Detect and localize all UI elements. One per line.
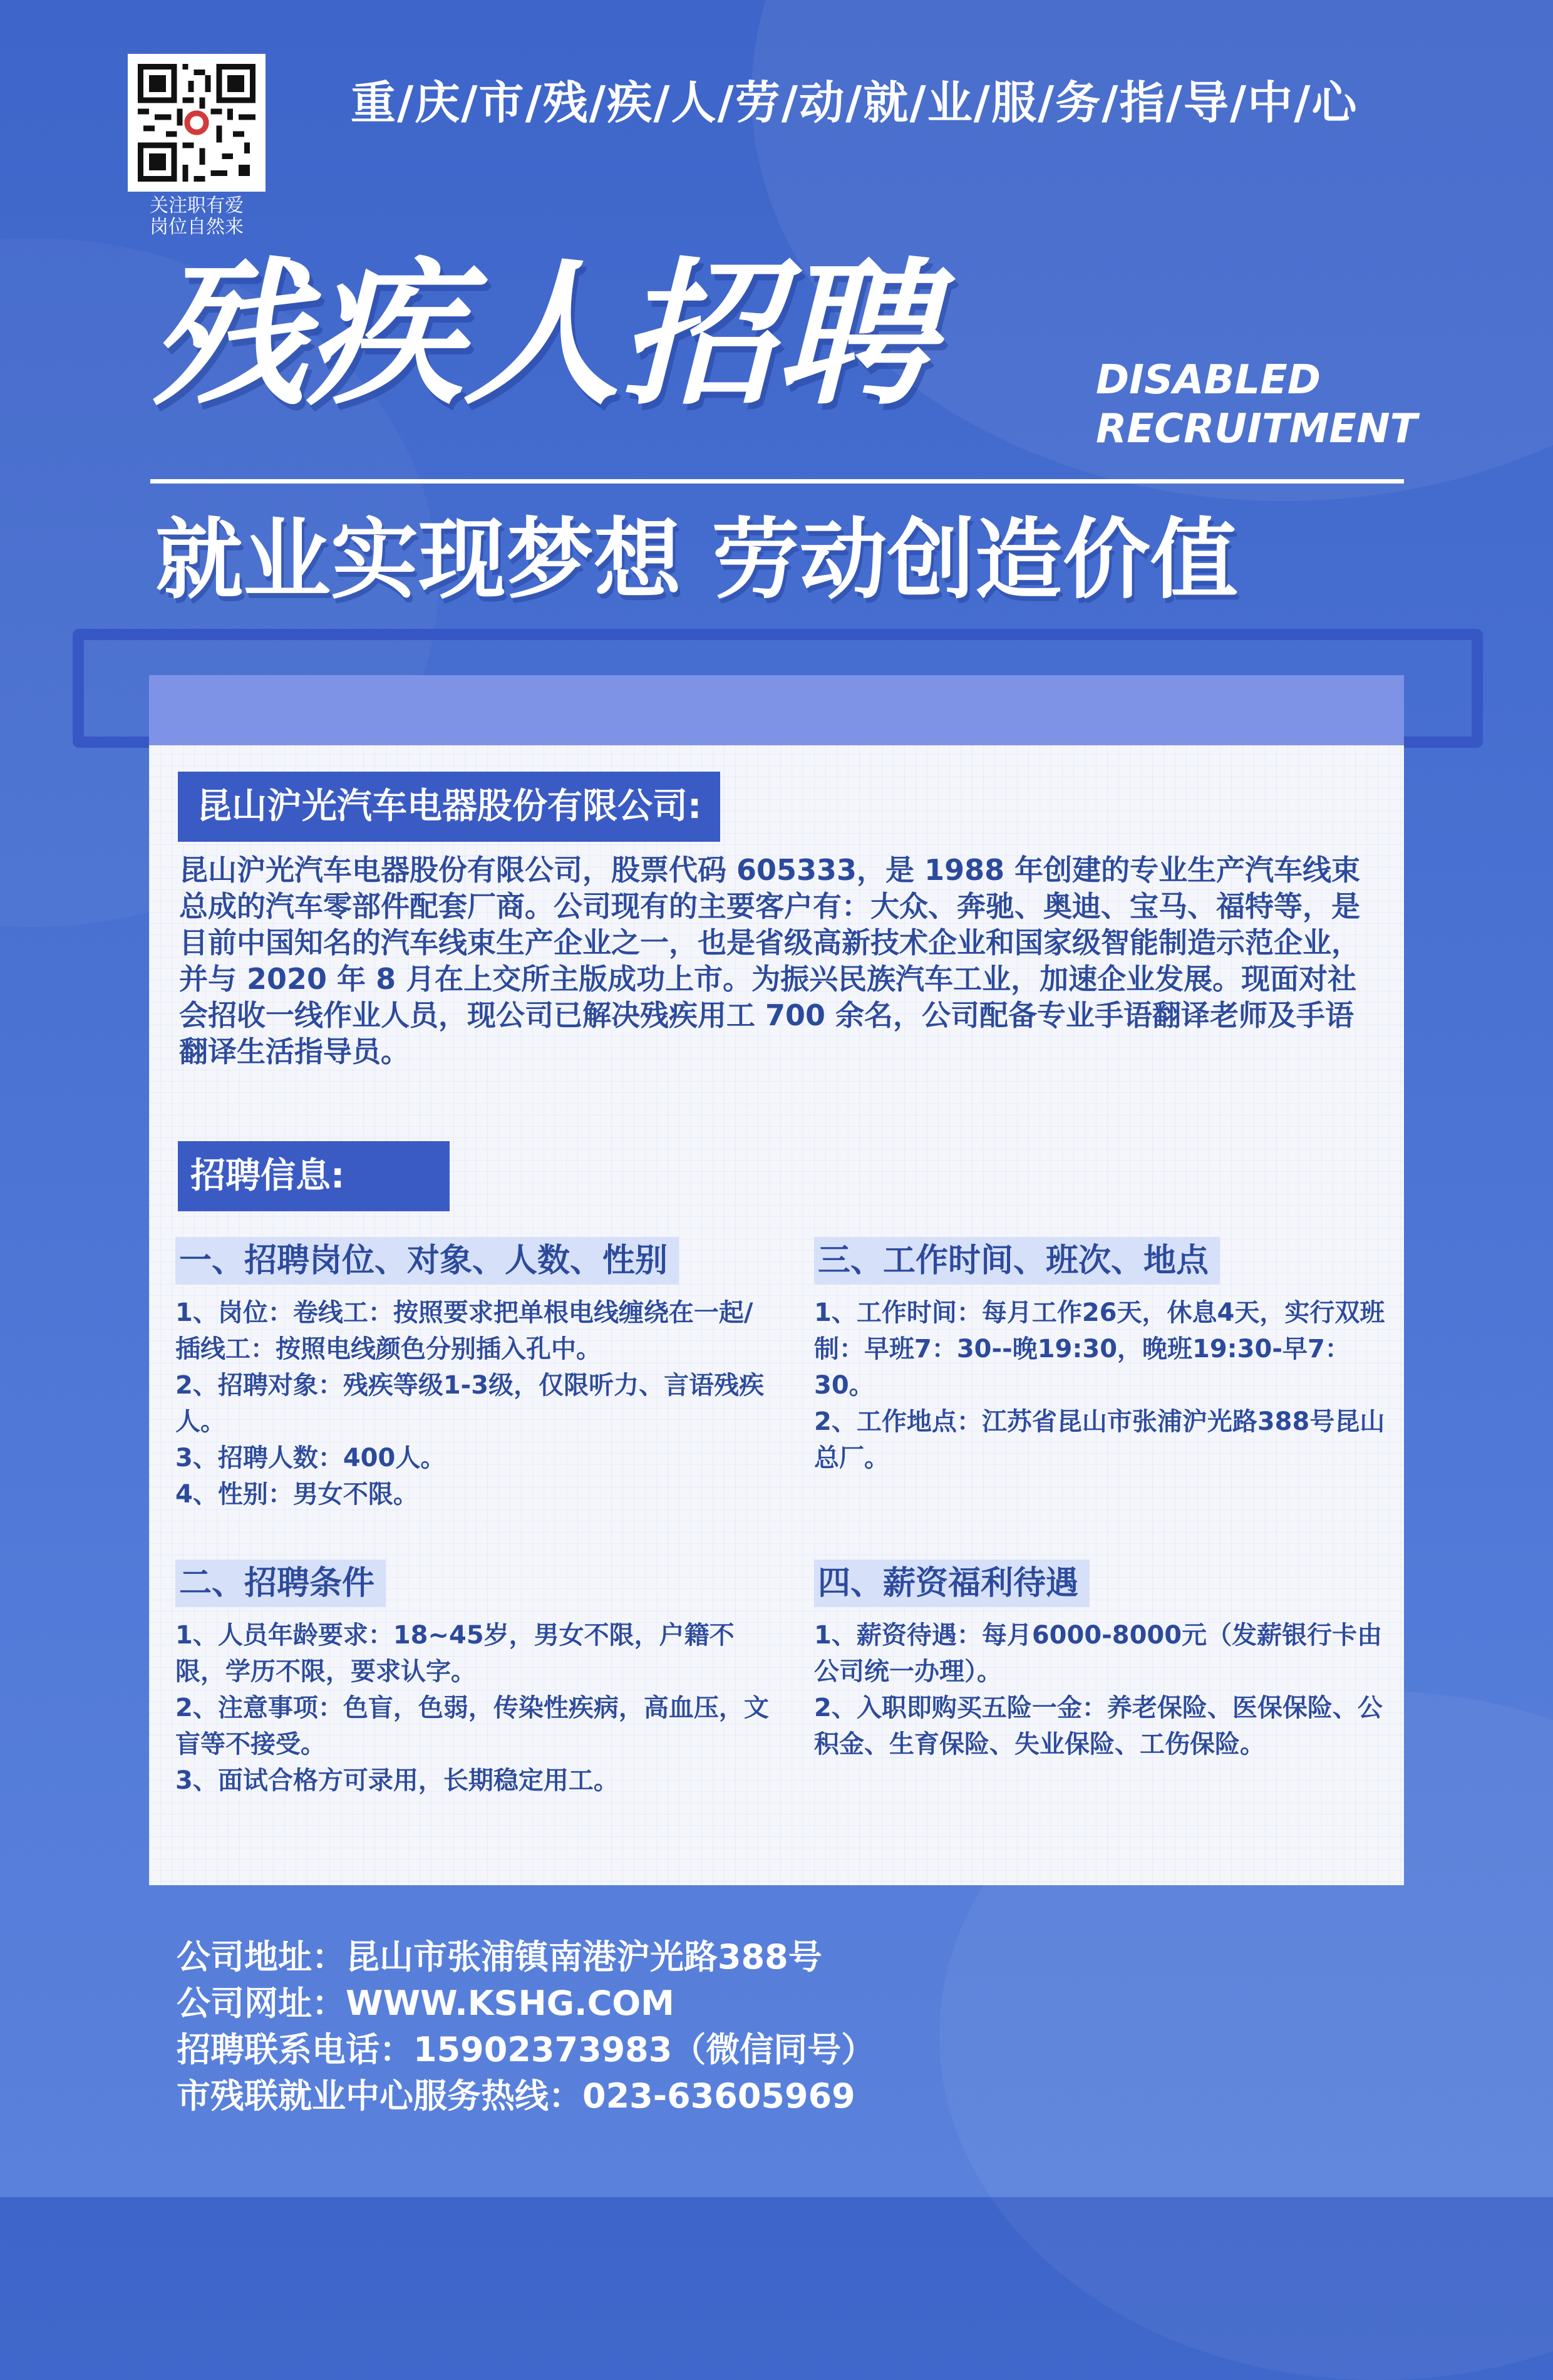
section-conditions: [175, 1560, 776, 1799]
section-line: 2、注意事项：色盲，色弱，传染性疾病，高血压，文盲等不接受。: [175, 1694, 769, 1759]
section-line: 1、人员年龄要求：18~45岁，男女不限，户籍不限，学历不限，要求认字。: [175, 1621, 735, 1686]
section-title: 一、招聘岗位、对象、人数、性别: [175, 1237, 679, 1285]
hero-english: DISABLED RECRUITMENT: [1096, 357, 1418, 452]
section-title: 四、薪资福利待遇: [814, 1560, 1090, 1607]
section-positions: [175, 1237, 776, 1513]
section-line: 4、性别：男女不限。: [175, 1480, 418, 1509]
service-hotline: 市残联就业中心服务热线：023-63605969: [177, 2076, 855, 2116]
company-address: 公司地址：昆山市张浦镇南港沪光路388号: [177, 1937, 822, 1977]
company-website[interactable]: 公司网址：WWW.KSHG.COM: [177, 1984, 674, 2023]
section-line: 1、岗位：卷线工：按照要求把单根电线缠绕在一起/插线工：按照电线颜色分别插入孔中。: [175, 1298, 753, 1363]
company-intro: 昆山沪光汽车电器股份有限公司，股票代码 605333，是 1988 年创建的专业生产汽车线束总成的汽车零部件配套厂商。公司现有的主要客户有：大众、奔驰、奥迪、宝马、福特等，是目前中国知名的汽车线束生产企业之一，也是省级高新技术企业和国家级智能制造示范企业，并与 2020 年 8 月在上交所主版成功上市。为振兴民族汽车工业，加速企业发展。现面对社会招收一线作业人员，现公司已解决残疾用工 700 余名，公司配备专业手语翻译老师及手语翻译生活指导员。: [179, 853, 1361, 1068]
slogan: 就业实现梦想 劳动创造价值: [155, 509, 1238, 611]
qr-caption: 关注职有爱 岗位自然来: [150, 195, 244, 238]
section-salary: [814, 1560, 1403, 1762]
section-title: 二、招聘条件: [175, 1560, 386, 1607]
contact-info: [177, 1934, 875, 2119]
section-line: 3、招聘人数：400人。: [175, 1444, 446, 1472]
section-title: 三、工作时间、班次、地点: [814, 1237, 1220, 1285]
section-work-time: [814, 1237, 1390, 1476]
recruitment-heading: 招聘信息:: [178, 1141, 450, 1211]
card-header-bar: [149, 675, 1404, 745]
section-line: 1、工作时间：每月工作26天，休息4天，实行双班制：早班7：30--晚19:30，晚班19:30-早7：30。: [814, 1298, 1385, 1400]
section-line: 1、薪资待遇：每月6000-8000元（发薪银行卡由公司统一办理）。: [814, 1621, 1383, 1686]
hero-title: 残疾人招聘: [150, 244, 933, 426]
section-line: 2、招聘对象：残疾等级1-3级，仅限听力、言语残疾人。: [175, 1371, 765, 1436]
section-line: 2、入职即购买五险一金：养老保险、医保保险、公积金、生育保险、失业保险、工伤保险。: [814, 1694, 1383, 1759]
company-heading: 昆山沪光汽车电器股份有限公司:: [178, 772, 720, 842]
qr-code-icon: [128, 54, 266, 192]
recruitment-phone: 招聘联系电话：15902373983（微信同号）: [177, 2030, 875, 2069]
section-line: 2、工作地点：江苏省昆山市张浦沪光路388号昆山总厂。: [814, 1407, 1385, 1472]
divider: [150, 479, 1404, 484]
section-line: 3、面试合格方可录用，长期稳定用工。: [175, 1766, 619, 1795]
organization-name: 重/庆/市/残/疾/人/劳/动/就/业/服/务/指/导/中/心: [351, 76, 1358, 129]
